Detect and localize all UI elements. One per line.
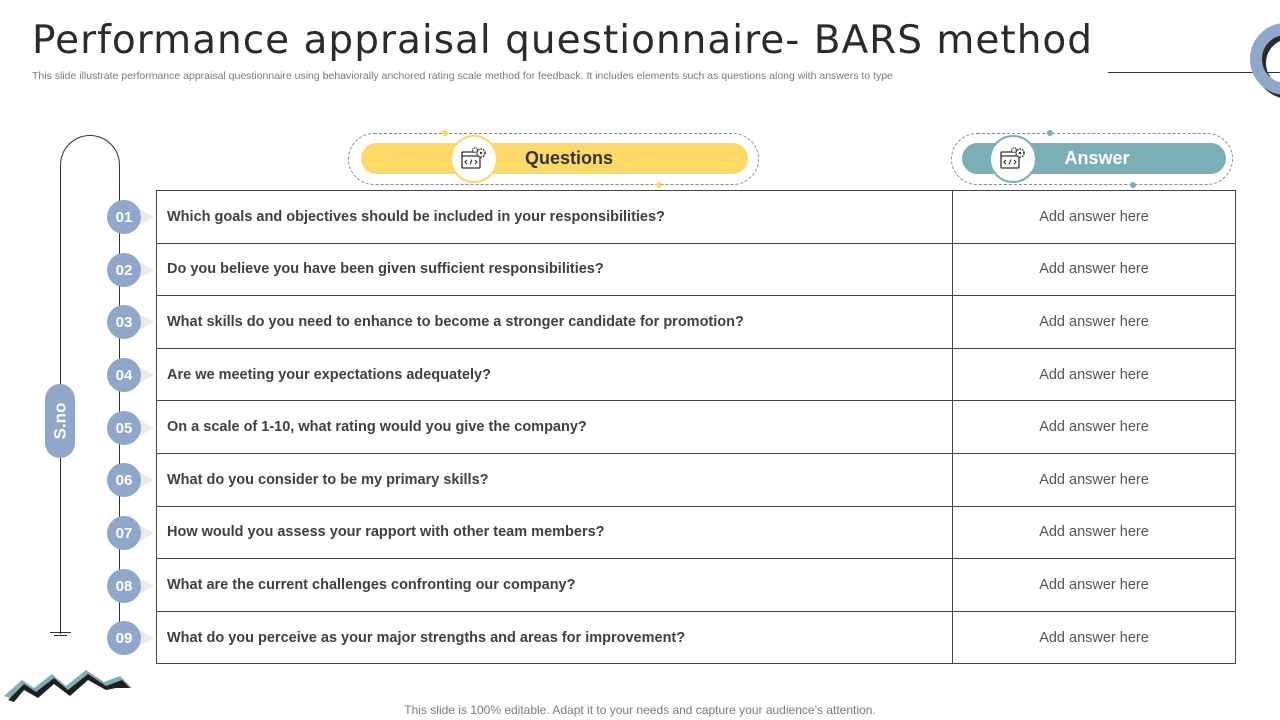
question-cell: Which goals and objectives should be included in your responsibilities? — [157, 191, 953, 243]
sno-label: S.no — [50, 402, 69, 440]
rail-base-small — [54, 635, 67, 636]
question-cell: What are the current challenges confronting our company? — [157, 559, 953, 611]
table-row — [156, 191, 1236, 244]
row-number-badge: 02 — [107, 253, 141, 287]
decorative-ring-icon — [1246, 22, 1280, 100]
row-number-badge: 06 — [107, 463, 141, 497]
answer-cell[interactable]: Add answer here — [1039, 208, 1149, 225]
questions-header-dot — [442, 130, 448, 136]
question-cell: What skills do you need to enhance to become a stronger candidate for promotion? — [157, 296, 953, 348]
table-row — [156, 454, 1236, 507]
rail-base — [50, 632, 71, 633]
questions-header-dot — [656, 182, 662, 188]
row-number-badge: 03 — [107, 305, 141, 339]
question-cell: Do you believe you have been given sufficient responsibilities? — [157, 244, 953, 296]
table-row — [156, 401, 1236, 454]
table-row — [156, 507, 1236, 560]
answer-cell[interactable]: Add answer here — [1039, 629, 1149, 646]
answer-cell[interactable]: Add answer here — [1039, 313, 1149, 330]
answer-cell[interactable]: Add answer here — [1039, 471, 1149, 488]
row-number-badge: 04 — [107, 358, 141, 392]
answer-header-dot — [1130, 182, 1136, 188]
question-cell: What do you consider to be my primary skills? — [157, 454, 953, 506]
table-row — [156, 244, 1236, 297]
footer-note: This slide is 100% editable. Adapt it to your needs and capture your audience’s attention. — [404, 703, 876, 717]
row-number-badge: 07 — [107, 516, 141, 550]
table-row — [156, 559, 1236, 612]
code-gear-icon — [1000, 147, 1026, 171]
row-number-badge: 09 — [107, 621, 141, 655]
question-cell: What do you perceive as your major strengths and areas for improvement? — [157, 612, 953, 664]
page-subtitle: This slide illustrate performance appraisal questionnaire using behaviorally anchored rating scale method for feedback. It includes elements such as questions along with answers to type — [32, 70, 893, 82]
question-cell: On a scale of 1-10, what rating would you give the company? — [157, 401, 953, 453]
answer-cell[interactable]: Add answer here — [1039, 261, 1149, 278]
table-row — [156, 296, 1236, 349]
answer-cell[interactable]: Add answer here — [1039, 366, 1149, 383]
row-number-badge: 01 — [107, 200, 141, 234]
table-row — [156, 349, 1236, 402]
question-cell: Are we meeting your expectations adequately? — [157, 349, 953, 401]
questions-header-label: Questions — [524, 148, 613, 168]
question-cell: How would you assess your rapport with other team members? — [157, 507, 953, 559]
row-number-badge: 08 — [107, 569, 141, 603]
row-number-badge: 05 — [107, 411, 141, 445]
table-row — [156, 612, 1236, 665]
page-title: Performance appraisal questionnaire- BARS method — [32, 18, 1094, 63]
answer-header-dot — [1047, 130, 1053, 136]
answer-cell[interactable]: Add answer here — [1039, 419, 1149, 436]
mountains-icon — [4, 666, 132, 702]
answer-header-label: Answer — [1064, 148, 1130, 168]
sno-label-pill — [45, 384, 75, 458]
answer-cell[interactable]: Add answer here — [1039, 576, 1149, 593]
answer-cell[interactable]: Add answer here — [1039, 524, 1149, 541]
questionnaire-table — [156, 190, 1236, 665]
